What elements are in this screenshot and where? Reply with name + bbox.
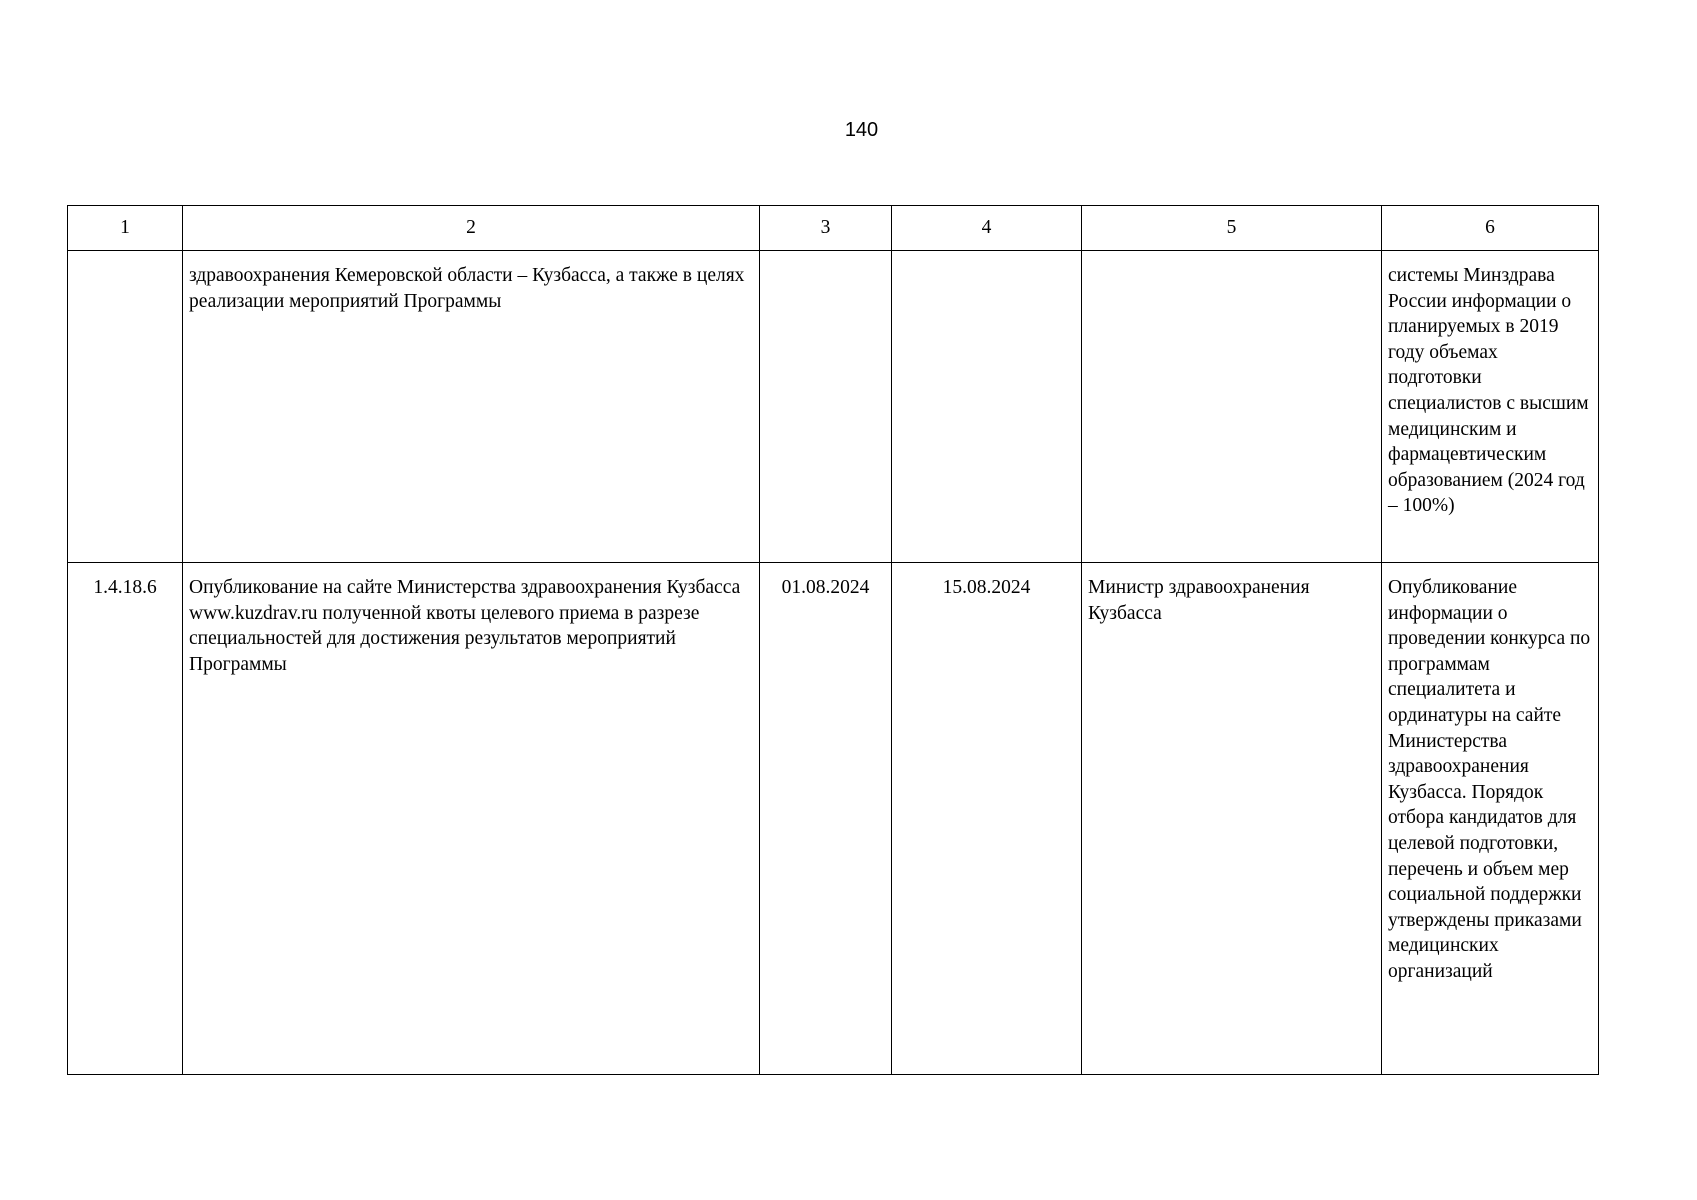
result-cell: Опубликование информации о проведении конкурса по программам специалитета и ординатуры на сайте Министерства здравоохранения Кузбасса. Порядок отбора кандидатов для целевой подготовки, перечень и объем мер социальной поддержки утверждены приказами медицинских организаций — [1382, 563, 1599, 1075]
column-header-4: 4 — [892, 206, 1082, 251]
column-header-2: 2 — [183, 206, 760, 251]
start-date-cell — [760, 251, 892, 563]
page-number: 140 — [844, 119, 879, 141]
result-cell: системы Минздрава России информации о планируемых в 2019 году объемах подготовки специалистов с высшим медицинским и фармацевтическим образованием (2024 год – 100%) — [1382, 251, 1599, 563]
table-header-row — [68, 206, 1599, 251]
event-cell: Опубликование на сайте Министерства здравоохранения Кузбасса www.kuzdrav.ru полученной квоты целевого приема в разрезе специальностей для достижения результатов мероприятий Программы — [183, 563, 760, 1075]
table-row — [68, 251, 1599, 563]
column-header-5: 5 — [1082, 206, 1382, 251]
events-table — [67, 205, 1599, 1075]
responsible-cell: Министр здравоохранения Кузбасса — [1082, 563, 1382, 1075]
column-header-3: 3 — [760, 206, 892, 251]
row-number-cell: 1.4.18.6 — [68, 563, 183, 1075]
column-header-1: 1 — [68, 206, 183, 251]
end-date-cell — [892, 251, 1082, 563]
end-date-cell: 15.08.2024 — [892, 563, 1082, 1075]
responsible-cell — [1082, 251, 1382, 563]
row-number-cell — [68, 251, 183, 563]
column-header-6: 6 — [1382, 206, 1599, 251]
table-row — [68, 563, 1599, 1075]
event-cell: здравоохранения Кемеровской области – Кузбасса, а также в целях реализации мероприятий Программы — [183, 251, 760, 563]
start-date-cell: 01.08.2024 — [760, 563, 892, 1075]
